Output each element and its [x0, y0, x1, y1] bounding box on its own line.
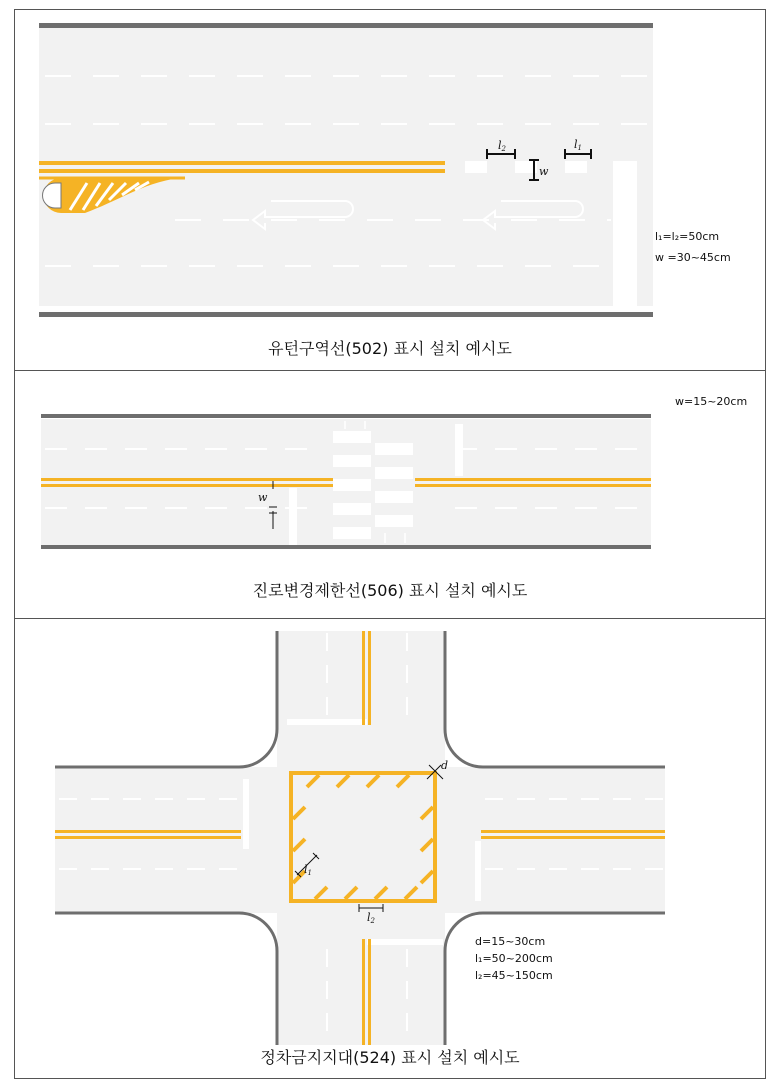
bottom-curb-line [39, 312, 653, 317]
spec-note: w=15~20cm [675, 395, 748, 408]
u-turn-block [565, 161, 587, 173]
center-line-lower [41, 484, 333, 487]
top-curb-line [39, 23, 653, 28]
no-stopping-zone-panel [14, 619, 766, 1079]
label-d: d [441, 759, 449, 772]
stop-bar [455, 424, 463, 476]
label-w: w [258, 491, 268, 504]
u-turn-zone-panel [14, 9, 766, 371]
spec-note: l₂=45~150cm [475, 969, 553, 982]
spec-notes [475, 933, 553, 984]
bottom-curb-line [41, 545, 651, 549]
spec-note: d=15~30cm [475, 935, 546, 948]
no-stopping-zone-diagram [15, 619, 765, 1077]
center-line-upper [41, 478, 333, 481]
center-line-lower [415, 484, 651, 487]
spec-note: l₁=l₂=50cm [655, 230, 720, 243]
spec-notes [655, 226, 731, 268]
label-l1: l1 [574, 138, 582, 152]
lane-change-restriction-panel [14, 371, 766, 619]
stop-bar [289, 488, 297, 545]
caption: 진로변경제한선(506) 표시 설치 예시도 [252, 581, 528, 600]
caption: 유턴구역선(502) 표시 설치 예시도 [268, 339, 512, 358]
spec-notes [675, 391, 747, 412]
center-line-lower [39, 169, 445, 173]
spec-note: l₁=50~200cm [475, 952, 553, 965]
label-l2: l2 [367, 911, 375, 925]
spec-note: w =30~45cm [655, 251, 731, 264]
u-turn-zone-diagram [15, 10, 765, 370]
road-horizontal [55, 767, 665, 913]
label-l1: l1 [304, 863, 312, 877]
stop-bar [613, 161, 637, 306]
center-line-upper [415, 478, 651, 481]
road-surface [39, 28, 653, 306]
top-curb-line [41, 414, 651, 418]
center-line-upper [39, 161, 445, 165]
label-w: w [539, 165, 549, 178]
label-l2: l2 [498, 139, 506, 153]
caption: 정차금지지대(524) 표시 설치 예시도 [260, 1048, 520, 1067]
u-turn-block [465, 161, 487, 173]
